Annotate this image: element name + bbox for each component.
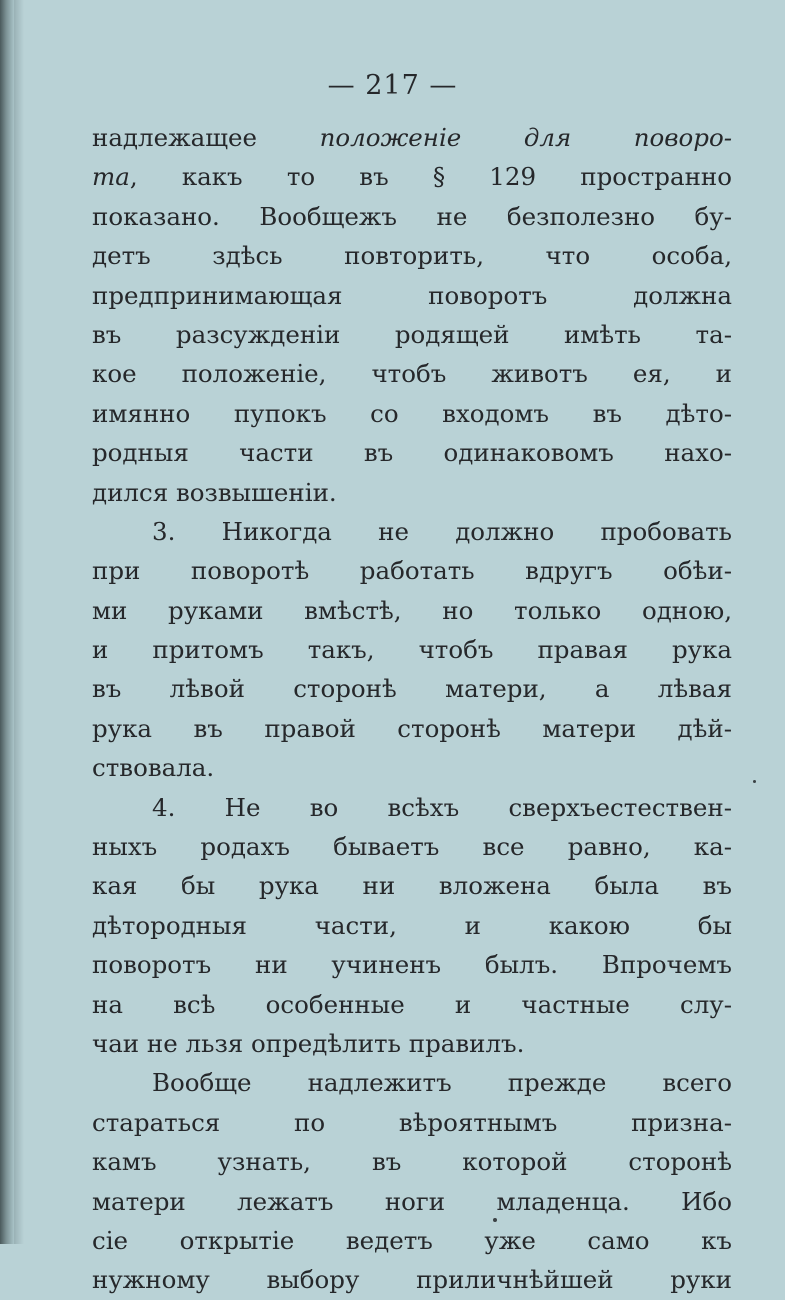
text-line-part: , какъ то въ § 129 пространно [129,162,732,192]
text-line: нужному выбору приличнѣйшей руки [92,1265,732,1295]
text-line: ми руками вмѣстѣ, но только одною, [92,595,732,625]
italic-phrase: положеніе для поворо- [319,123,732,152]
paragraph-3-start: 3. Никогда не должно пробовать [152,516,732,546]
text-line: стараться по вѣроятнымъ призна- [92,1107,732,1137]
text-line: предпринимающая поворотъ должна [92,280,732,310]
text-line: кая бы рука ни вложена была въ [92,871,732,901]
text-line: имянно пупокъ со входомъ въ дѣто- [92,398,732,428]
text-line: детъ здѣсь повторить, что особа, [92,241,732,271]
text-line: сіе открытіе ведетъ уже само къ [92,1225,732,1255]
page-number: — 217 — [327,70,458,101]
paper-speck [753,780,756,783]
page-body-text [92,118,732,1300]
paragraph-5-start: Вообще надлежитъ прежде всего [152,1068,732,1098]
text-line: на всѣ особенные и частные слу- [92,989,732,1019]
text-line: поворотъ ни учиненъ былъ. Впрочемъ [92,950,732,980]
paragraph-4-start: 4. Не во всѣхъ сверхъестествен- [152,792,732,822]
text-line: ныхъ родахъ бываетъ все равно, ка- [92,832,732,862]
text-line: матери лежатъ ноги младенца. Ибо [92,1186,732,1216]
text-line: ствовала. [92,753,215,783]
page-binding-shadow [14,0,24,1244]
page-binding-edge [0,0,14,1244]
text-line: дился возвышеніи. [92,477,337,507]
text-line: показано. Вообщежъ не безполезно бу- [92,201,732,231]
text-line [92,118,732,157]
italic-phrase: та [92,162,130,192]
text-line-part: надлежащее [92,123,258,152]
text-line [92,157,732,196]
text-line: родныя части въ одинаковомъ нахо- [92,438,732,468]
text-line: кое положеніе, чтобъ животъ ея, и [92,359,732,389]
text-line: въ разсужденіи родящей имѣть та- [92,319,732,349]
paper-speck [493,1218,497,1222]
text-line: при поворотѣ работать вдругъ обѣи- [92,556,732,586]
text-line: дѣтородныя части, и какою бы [92,910,732,940]
text-line: чаи не льзя опредѣлить правилъ. [92,1028,525,1058]
text-line: камъ узнать, въ которой сторонѣ [92,1147,732,1177]
text-line: рука въ правой сторонѣ матери дѣй- [92,713,732,743]
text-line: въ лѣвой сторонѣ матери, а лѣвая [92,674,732,704]
text-line: и притомъ такъ, чтобъ правая рука [92,635,732,665]
